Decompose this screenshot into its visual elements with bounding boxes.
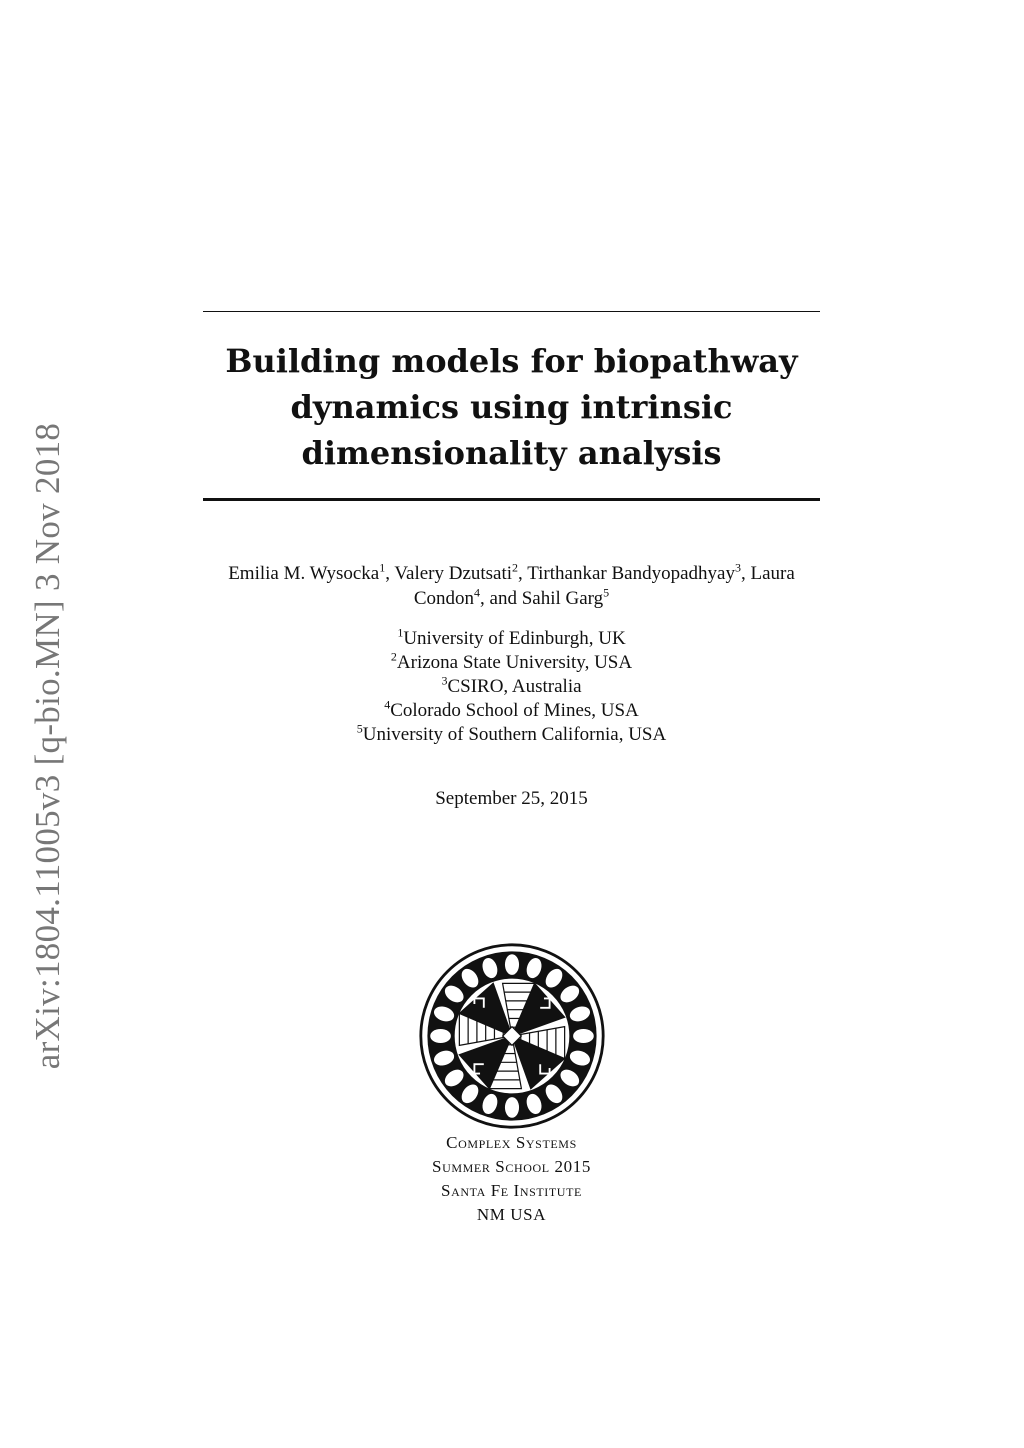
affiliation-name: Colorado School of Mines, USA [390,700,639,721]
paper-date: September 25, 2015 [435,788,588,809]
author-affiliation-mark: 4 [474,585,481,600]
school-line: Summer School 2015 [432,1157,591,1176]
affiliation-list [203,627,820,747]
author-name: Tirthankar Bandyopadhyay [527,563,735,584]
author-affiliation-mark: 1 [379,560,386,575]
author-name: Valery Dzutsati [394,563,513,584]
santa-fe-institute-seal-icon [418,942,606,1130]
affiliation-name: University of Southern California, USA [362,724,667,745]
author-affiliation-mark: 2 [512,560,519,575]
title-rule-bottom [203,498,820,501]
author-name: Condon [413,588,475,609]
affiliation [203,723,820,747]
title-line: Building models for biopathway [225,342,798,380]
author-list [196,561,827,611]
paper-title [203,338,820,476]
author-name: Emilia M. Wysocka [228,563,380,584]
affiliation-name: Arizona State University, USA [396,652,633,673]
affiliation-number: 5 [356,721,363,736]
affiliation-number: 2 [390,649,397,664]
author-separator: , [385,563,395,584]
affiliation-number: 3 [441,673,448,688]
author-line [196,561,827,586]
author-affiliation-mark: 3 [734,560,741,575]
author-line [196,586,827,611]
summer-school-info [203,1131,820,1227]
author-name: , and Sahil Garg [480,588,604,609]
affiliation-number: 4 [384,697,391,712]
affiliation [203,651,820,675]
affiliation-name: CSIRO, Australia [447,676,582,697]
title-line: dynamics using intrinsic [290,388,733,426]
school-line: NM USA [476,1205,547,1224]
title-line: dimensionality analysis [301,434,722,472]
affiliation-name: University of Edinburgh, UK [403,628,626,649]
author-name: , Laura [740,563,795,584]
affiliation [203,627,820,651]
school-line: Santa Fe Institute [441,1181,582,1200]
affiliation [203,675,820,699]
school-line: Complex Systems [446,1133,577,1152]
author-separator: , [518,563,528,584]
title-rule-top [203,311,820,312]
author-affiliation-mark: 5 [603,585,610,600]
affiliation-number: 1 [397,625,404,640]
affiliation [203,699,820,723]
arxiv-stamp: arXiv:1804.11005v3 [q-bio.MN] 3 Nov 2018 [28,422,67,1070]
